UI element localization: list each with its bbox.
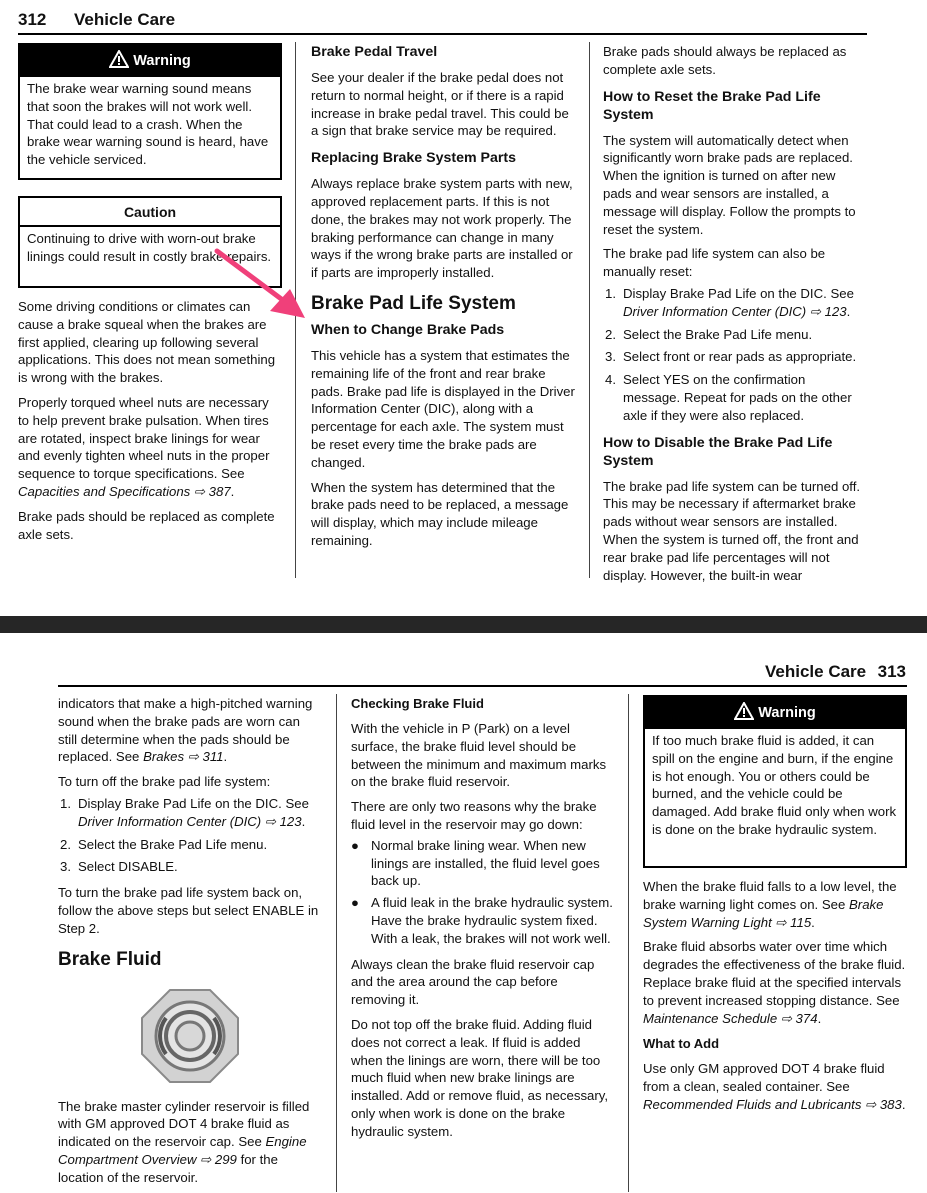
- page-header-313: [700, 662, 906, 686]
- paragraph: When the brake fluid falls to a low level, the brake warning light comes on. See Brake System Warning Light ⇨ 115.: [643, 879, 897, 930]
- list-item-text: Select the Brake Pad Life menu.: [78, 836, 268, 852]
- warning-box: [643, 695, 907, 868]
- paragraph: Brake pads should always be replaced as complete axle sets.: [603, 44, 847, 77]
- paragraph: Brake pads should be replaced as complete axle sets.: [18, 508, 275, 542]
- list-item: 1. Display Brake Pad Life on the DIC. See Driver Information Center (DIC) ⇨ 123.: [60, 795, 309, 829]
- column-3: [643, 695, 907, 1114]
- brake-fluid-cap-icon: [140, 988, 240, 1084]
- list-item: [351, 894, 615, 947]
- list-item: [603, 348, 865, 366]
- numbered-list: [603, 285, 865, 425]
- numbered-list: [58, 795, 322, 876]
- section-heading: Replacing Brake System Parts: [311, 150, 517, 167]
- section-heading: Checking Brake Fluid: [351, 696, 484, 711]
- paragraph: There are only two reasons why the brake fluid level in the reservoir may go down:: [351, 799, 597, 832]
- page-number: 312: [18, 10, 47, 29]
- cross-reference-link[interactable]: Recommended Fluids and Lubricants ⇨ 383: [643, 1096, 902, 1112]
- column-1: [58, 695, 322, 1187]
- paragraph: The system will automatically detect when significantly worn brake pads are replaced. When the ignition is turned on after new pads and wear sensors are installed, a message will display. Follow the prompts to reset the system.: [603, 132, 856, 237]
- paragraph: Properly torqued wheel nuts are necessary to help prevent brake pulsation. When tires are rotated, inspect brake linings for wear and evenly tighten wheel nuts in the proper sequence to torque specifications. See Capacities and Specifications ⇨ 387.: [18, 394, 270, 499]
- list-item: [603, 326, 865, 344]
- paragraph: The brake pad life system can be turned off. This may be necessary if aftermarket brake pads without wear sensors are installed. When the system is turned off, the front and rear brake pad life percentages will not display. However, the built-in wear: [603, 478, 861, 583]
- section-heading: Brake Pedal Travel: [311, 44, 438, 60]
- paragraph: [58, 1098, 322, 1187]
- bullet-icon: ●: [351, 895, 359, 911]
- list-item: [58, 858, 322, 876]
- paragraph-text: Brake fluid absorbs water over time which degrades the effectiveness of the brake fluid. Replace brake fluid at the specified intervals to prevent increased stopping distance. See: [643, 939, 906, 1008]
- bullet-list: [351, 837, 615, 948]
- cross-reference-link[interactable]: Brakes ⇨ 311: [143, 749, 224, 765]
- warning-header: [645, 697, 905, 729]
- warning-header: [20, 45, 280, 77]
- warning-title: Warning: [758, 705, 816, 721]
- paragraph: To turn the brake pad life system back on, follow the above steps but select ENABLE in Step 2.: [58, 885, 319, 936]
- section-heading: How to Reset the Brake Pad Life System: [603, 88, 821, 123]
- warning-box: [18, 43, 282, 180]
- main-heading: Brake Pad Life System: [311, 292, 516, 314]
- warning-triangle-icon: [109, 50, 129, 68]
- paragraph: Some driving conditions or climates can cause a brake squeal when the brakes are first applied, clearing up following several applications. This does not mean something is wrong with the brakes.: [18, 299, 276, 386]
- list-item-text: Select front or rear pads as appropriate.: [623, 349, 857, 365]
- list-number: 3.: [605, 349, 616, 365]
- caution-header: Caution: [20, 198, 280, 227]
- list-number: 2.: [60, 836, 71, 852]
- list-item-text: Display Brake Pad Life on the DIC. See: [623, 285, 854, 301]
- paragraph: Use only GM approved DOT 4 brake fluid from a clean, sealed container. See Recommended Fluids and Lubricants ⇨ 383.: [643, 1061, 906, 1112]
- warning-title: Warning: [133, 53, 191, 69]
- column-divider: [589, 42, 590, 578]
- paragraph: The brake pad life system can also be manually reset:: [603, 246, 826, 280]
- list-item: [603, 371, 865, 424]
- column-divider: [628, 694, 629, 1192]
- paragraph: When the system has determined that the brake pads need to be replaced, a message will display, which may include mileage remaining.: [311, 479, 569, 548]
- cross-reference-link[interactable]: Maintenance Schedule ⇨ 374: [643, 1010, 818, 1026]
- paragraph: See your dealer if the brake pedal does not return to normal height, or if there is a rapid increase in brake pedal travel. This could be a sign that brake service may be required.: [311, 70, 569, 139]
- paragraph-text: for the location of the reservoir.: [58, 1151, 278, 1185]
- paragraph-text: The brake master cylinder reservoir is filled with GM approved DOT 4 brake fluid as indicated on the reservoir cap. See: [58, 1098, 310, 1150]
- main-heading: Brake Fluid: [58, 948, 162, 970]
- cross-reference-link[interactable]: Brake System Warning Light ⇨ 115: [643, 896, 884, 930]
- paragraph: indicators that make a high-pitched warning sound when the brake pads are worn can still determine when the pads should be replaced. See Brakes ⇨ 311.: [58, 696, 313, 765]
- cross-reference-link[interactable]: Capacities and Specifications ⇨ 387: [18, 483, 231, 499]
- list-number: 3.: [60, 859, 71, 875]
- list-number: 2.: [605, 326, 616, 342]
- paragraph: Do not top off the brake fluid. Adding fluid does not correct a leak. If fluid is added when the linings are worn, there will be too much fluid when new brake linings are installed. Add or remove fluid, as necessary, only when work is done on the brake hydraulic system.: [351, 1016, 609, 1139]
- list-item-text: Select YES on the confirmation message. Repeat for pads on the other axle if they were also replaced.: [623, 372, 852, 423]
- list-number: 1.: [60, 795, 71, 811]
- column-divider: [336, 694, 337, 1192]
- section-title: Vehicle Care: [765, 662, 867, 681]
- warning-text: The brake wear warning sound means that soon the brakes will not work well. That could lead to a crash. When the brake wear warning sound is heard, have the vehicle serviced.: [27, 81, 269, 168]
- list-item: [58, 836, 322, 854]
- paragraph: This vehicle has a system that estimates the remaining life of the front and rear brake pads. Brake pad life is displayed in the Driver Information Center (DIC), along with a percentage for each axle. The system must be reset every time the brake pads are changed.: [311, 347, 575, 470]
- bullet-icon: ●: [351, 837, 359, 853]
- paragraph-text: indicators that make a high-pitched warning sound when the brake pads are worn can still determine when the pads should be replaced. See: [58, 696, 313, 765]
- header-rule: [58, 685, 907, 687]
- list-number: 4.: [605, 372, 616, 388]
- paragraph: To turn off the brake pad life system:: [58, 774, 271, 790]
- paragraph: Always clean the brake fluid reservoir cap and the area around the cap before removing it.: [351, 956, 595, 1008]
- section-title: Vehicle Care: [74, 10, 176, 29]
- list-item-text: A fluid leak in the brake hydraulic system. Have the brake hydraulic system fixed. With a leak, the brakes will not work well.: [371, 895, 613, 946]
- list-item-text: Display Brake Pad Life on the DIC. See: [78, 795, 309, 811]
- list-item: 1. Display Brake Pad Life on the DIC. See Driver Information Center (DIC) ⇨ 123.: [605, 285, 854, 319]
- section-heading: What to Add: [643, 1036, 720, 1052]
- cross-reference-link[interactable]: Engine Compartment Overview ⇨ 299: [58, 1134, 307, 1167]
- arrow-shaft: [217, 251, 284, 301]
- paragraph: Brake fluid absorbs water over time which degrades the effectiveness of the brake fluid. Replace brake fluid at the specified intervals to prevent increased stopping distance. See Maintenance Schedule ⇨ 374.: [643, 939, 906, 1026]
- cross-reference-link[interactable]: Driver Information Center (DIC) ⇨ 123: [78, 813, 302, 829]
- column-2: [311, 43, 579, 550]
- paragraph: Always replace brake system parts with new, approved replacement parts. If this is not done, the brakes may not work properly. The braking performance can change in many ways if the wrong brake parts are installed or if parts are improperly installed.: [311, 176, 573, 281]
- list-item-text: Select the Brake Pad Life menu.: [623, 326, 813, 342]
- cross-reference-link[interactable]: Driver Information Center (DIC) ⇨ 123: [623, 303, 847, 319]
- list-item: [351, 837, 615, 890]
- list-number: 1.: [605, 285, 616, 301]
- column-3: [603, 43, 865, 584]
- column-2: [351, 695, 615, 1141]
- list-item-text: Select DISABLE.: [78, 859, 178, 875]
- list-item-text: Normal brake lining wear. When new linings are installed, the fluid level goes back up.: [371, 837, 600, 889]
- header-rule: [18, 33, 867, 35]
- page-separator: [0, 616, 927, 633]
- paragraph-text: Use only GM approved DOT 4 brake fluid from a clean, sealed container. See: [643, 1061, 885, 1095]
- caution-text: Continuing to drive with worn-out brake linings could result in costly brake repairs.: [27, 231, 272, 264]
- warning-text: If too much brake fluid is added, it can spill on the engine and burn, if the engine is hot enough. You or others could be burned, and the vehicle could be damaged. Add brake fluid only when work is done on the brake hydraulic system.: [652, 733, 897, 837]
- paragraph-text: Properly torqued wheel nuts are necessary to help prevent brake pulsation. When tires are rotated, inspect brake linings for wear and evenly tighten wheel nuts in the proper sequence to torque specifications. See: [18, 394, 270, 482]
- paragraph: With the vehicle in P (Park) on a level surface, the brake fluid level should be between the minimum and maximum marks on the brake fluid reservoir.: [351, 721, 607, 790]
- annotation-arrow: [212, 245, 308, 325]
- page-header-312: [18, 10, 868, 34]
- warning-triangle-icon: [734, 702, 754, 720]
- section-heading: How to Disable the Brake Pad Life System: [603, 434, 833, 469]
- page-number: 313: [877, 662, 906, 681]
- section-heading: When to Change Brake Pads: [311, 321, 505, 338]
- paragraph-text: When the brake fluid falls to a low level, the brake warning light comes on. See: [643, 879, 897, 912]
